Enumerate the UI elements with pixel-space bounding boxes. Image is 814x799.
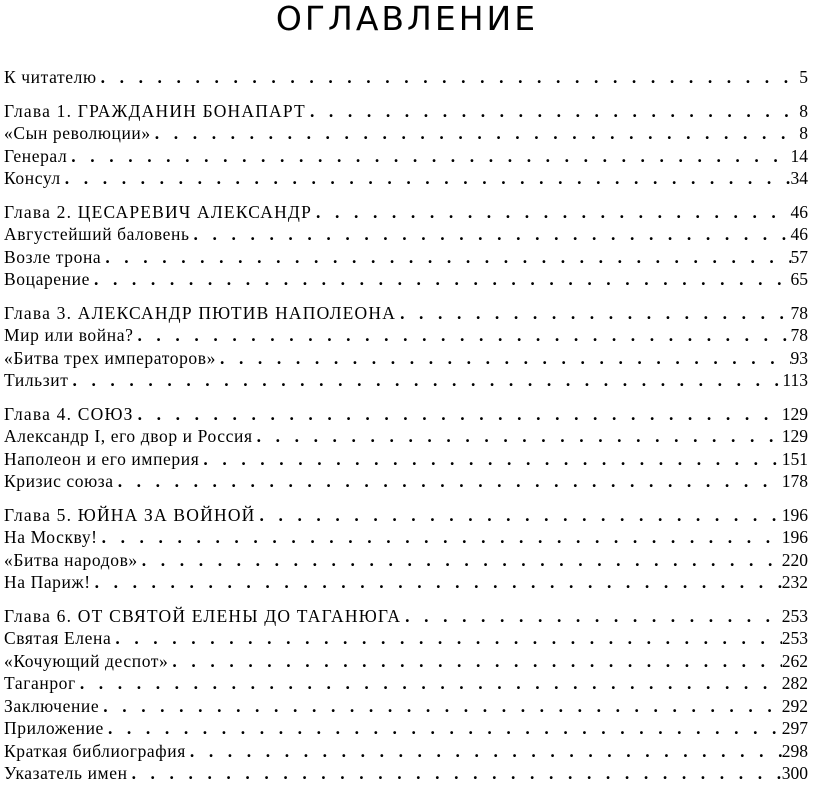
toc-entry-label: Мир или война? bbox=[4, 325, 134, 345]
dot-leader bbox=[90, 268, 791, 291]
dot-leader bbox=[68, 369, 782, 392]
dot-leader bbox=[138, 549, 782, 572]
toc-entry-label: Указатель имен bbox=[4, 763, 128, 783]
toc-entry-label: На Париж! bbox=[4, 572, 91, 592]
toc-section-entry[interactable] bbox=[0, 347, 814, 370]
toc-page-number: 262 bbox=[781, 650, 808, 671]
toc-entry-label: Возле трона bbox=[4, 246, 102, 267]
toc-page-number: 8 bbox=[799, 100, 808, 121]
toc-page-number: 93 bbox=[790, 347, 808, 368]
toc-page-number: 297 bbox=[781, 718, 808, 738]
toc-entry-label: Краткая библиография bbox=[4, 740, 186, 761]
toc-section-entry[interactable] bbox=[0, 717, 814, 740]
dot-leader bbox=[190, 223, 791, 246]
toc-section-entry[interactable] bbox=[0, 650, 814, 673]
toc-entry-label: Глава 6. ОТ СВЯТОЙ ЕЛЕНЫ ДО ТАГАНЮГА bbox=[4, 605, 402, 626]
dot-leader bbox=[111, 627, 781, 650]
toc-entry-label: Глава 3. АЛЕКСАНДР ПЮТИВ НАПОЛЕОНА bbox=[4, 302, 397, 323]
toc-page-number: 46 bbox=[790, 201, 808, 222]
toc-page-number: 220 bbox=[781, 549, 808, 570]
toc-entry-label: «Битва трех императоров» bbox=[4, 347, 216, 368]
toc-section-entry[interactable] bbox=[0, 223, 814, 246]
toc-chapter-entry[interactable] bbox=[0, 66, 814, 89]
toc-page-number: 113 bbox=[782, 370, 808, 390]
toc-chapter-entry[interactable] bbox=[0, 100, 814, 123]
toc-entry-label: «Сын революции» bbox=[4, 123, 151, 143]
toc-entry-label: Заключение bbox=[4, 695, 100, 716]
toc-section-entry[interactable] bbox=[0, 145, 814, 168]
dot-leader bbox=[76, 672, 782, 695]
dot-leader bbox=[128, 762, 782, 785]
dot-leader bbox=[134, 403, 782, 426]
toc-page-number: 300 bbox=[781, 763, 808, 783]
toc-chapter-entry[interactable] bbox=[0, 605, 814, 628]
toc-section-entry[interactable] bbox=[0, 740, 814, 763]
dot-leader bbox=[98, 526, 782, 549]
toc-section-entry[interactable] bbox=[0, 549, 814, 572]
dot-leader bbox=[199, 448, 781, 471]
toc-section-entry[interactable] bbox=[0, 762, 814, 785]
toc-page-number: 151 bbox=[781, 448, 808, 469]
dot-leader bbox=[401, 605, 782, 628]
toc-page-number: 253 bbox=[781, 605, 808, 626]
toc-page-number: 232 bbox=[781, 572, 808, 592]
table-of-contents bbox=[0, 66, 814, 785]
toc-chapter-entry[interactable] bbox=[0, 302, 814, 325]
toc-entry-label: Кризис союза bbox=[4, 471, 114, 491]
toc-entry-label: К читателю bbox=[4, 67, 97, 87]
toc-entry-label: Консул bbox=[4, 168, 61, 188]
toc-page-number: 196 bbox=[781, 527, 808, 547]
toc-chapter-entry[interactable] bbox=[0, 504, 814, 527]
dot-leader bbox=[67, 145, 790, 168]
toc-entry-label: «Кочующий деспот» bbox=[4, 650, 169, 671]
toc-page-number: 298 bbox=[781, 740, 808, 761]
dot-leader bbox=[256, 504, 782, 527]
dot-leader bbox=[312, 201, 790, 224]
toc-entry-label: Тильзит bbox=[4, 370, 69, 390]
dot-leader bbox=[99, 695, 782, 718]
dot-leader bbox=[61, 167, 791, 190]
dot-leader bbox=[104, 717, 782, 740]
toc-section-entry[interactable] bbox=[0, 167, 814, 190]
toc-page-number: 292 bbox=[781, 695, 808, 716]
toc-section-entry[interactable] bbox=[0, 672, 814, 695]
toc-section-entry[interactable] bbox=[0, 122, 814, 145]
toc-page-number: 129 bbox=[781, 403, 808, 424]
dot-leader bbox=[133, 324, 790, 347]
dot-leader bbox=[114, 470, 782, 493]
toc-entry-label: Приложение bbox=[4, 718, 104, 738]
toc-page-number: 196 bbox=[781, 504, 808, 525]
toc-entry-label: «Битва народов» bbox=[4, 549, 138, 570]
toc-section-entry[interactable] bbox=[0, 324, 814, 347]
dot-leader bbox=[306, 100, 799, 123]
toc-page-number: 5 bbox=[799, 67, 808, 87]
toc-page-number: 253 bbox=[781, 628, 808, 648]
toc-chapter-entry[interactable] bbox=[0, 201, 814, 224]
dot-leader bbox=[97, 66, 800, 89]
page-title: ОГЛАВЛЕНИЕ bbox=[275, 0, 539, 38]
toc-entry-label: Святая Елена bbox=[4, 628, 112, 648]
toc-entry-label: Глава 2. ЦЕСАРЕВИЧ АЛЕКСАНДР bbox=[4, 201, 313, 222]
toc-page-number: 178 bbox=[781, 471, 808, 491]
dot-leader bbox=[216, 347, 791, 370]
toc-entry-label: Александр I, его двор и Россия bbox=[4, 426, 253, 446]
dot-leader bbox=[101, 246, 790, 269]
toc-section-entry[interactable] bbox=[0, 695, 814, 718]
toc-entry-label: Августейший баловень bbox=[4, 224, 190, 244]
toc-page-number: 14 bbox=[790, 145, 808, 166]
dot-leader bbox=[186, 740, 782, 763]
toc-page-number: 78 bbox=[790, 302, 808, 323]
dot-leader bbox=[168, 650, 781, 673]
dot-leader bbox=[396, 302, 790, 325]
toc-entry-label: Генерал bbox=[4, 145, 68, 166]
toc-section-entry[interactable] bbox=[0, 470, 814, 493]
toc-section-entry[interactable] bbox=[0, 571, 814, 594]
toc-entry-label: Таганрог bbox=[4, 673, 76, 693]
dot-leader bbox=[253, 425, 782, 448]
toc-section-entry[interactable] bbox=[0, 268, 814, 291]
toc-section-entry[interactable] bbox=[0, 425, 814, 448]
toc-page-number: 78 bbox=[790, 325, 808, 345]
toc-section-entry[interactable] bbox=[0, 526, 814, 549]
toc-page-number: 282 bbox=[781, 673, 808, 693]
toc-page-number: 57 bbox=[790, 246, 808, 267]
toc-entry-label: Глава 4. СОЮЗ bbox=[4, 403, 134, 424]
toc-section-entry[interactable] bbox=[0, 369, 814, 392]
toc-section-entry[interactable] bbox=[0, 627, 814, 650]
toc-entry-label: Воцарение bbox=[4, 269, 90, 289]
toc-page-number: 129 bbox=[781, 426, 808, 446]
toc-entry-label: Наполеон и его империя bbox=[4, 448, 200, 469]
toc-entry-label: Глава 5. ЮЙНА ЗА ВОЙНОЙ bbox=[4, 504, 256, 525]
toc-section-entry[interactable] bbox=[0, 448, 814, 471]
toc-page-number: 46 bbox=[790, 224, 808, 244]
dot-leader bbox=[91, 571, 782, 594]
toc-entry-label: На Москву! bbox=[4, 527, 98, 547]
toc-entry-label: Глава 1. ГРАЖДАНИН БОНАПАРТ bbox=[4, 100, 306, 121]
toc-page-number: 8 bbox=[799, 123, 808, 143]
toc-page-number: 65 bbox=[790, 269, 808, 289]
dot-leader bbox=[151, 122, 799, 145]
toc-section-entry[interactable] bbox=[0, 246, 814, 269]
toc-page-number: 34 bbox=[790, 168, 808, 188]
toc-chapter-entry[interactable] bbox=[0, 403, 814, 426]
